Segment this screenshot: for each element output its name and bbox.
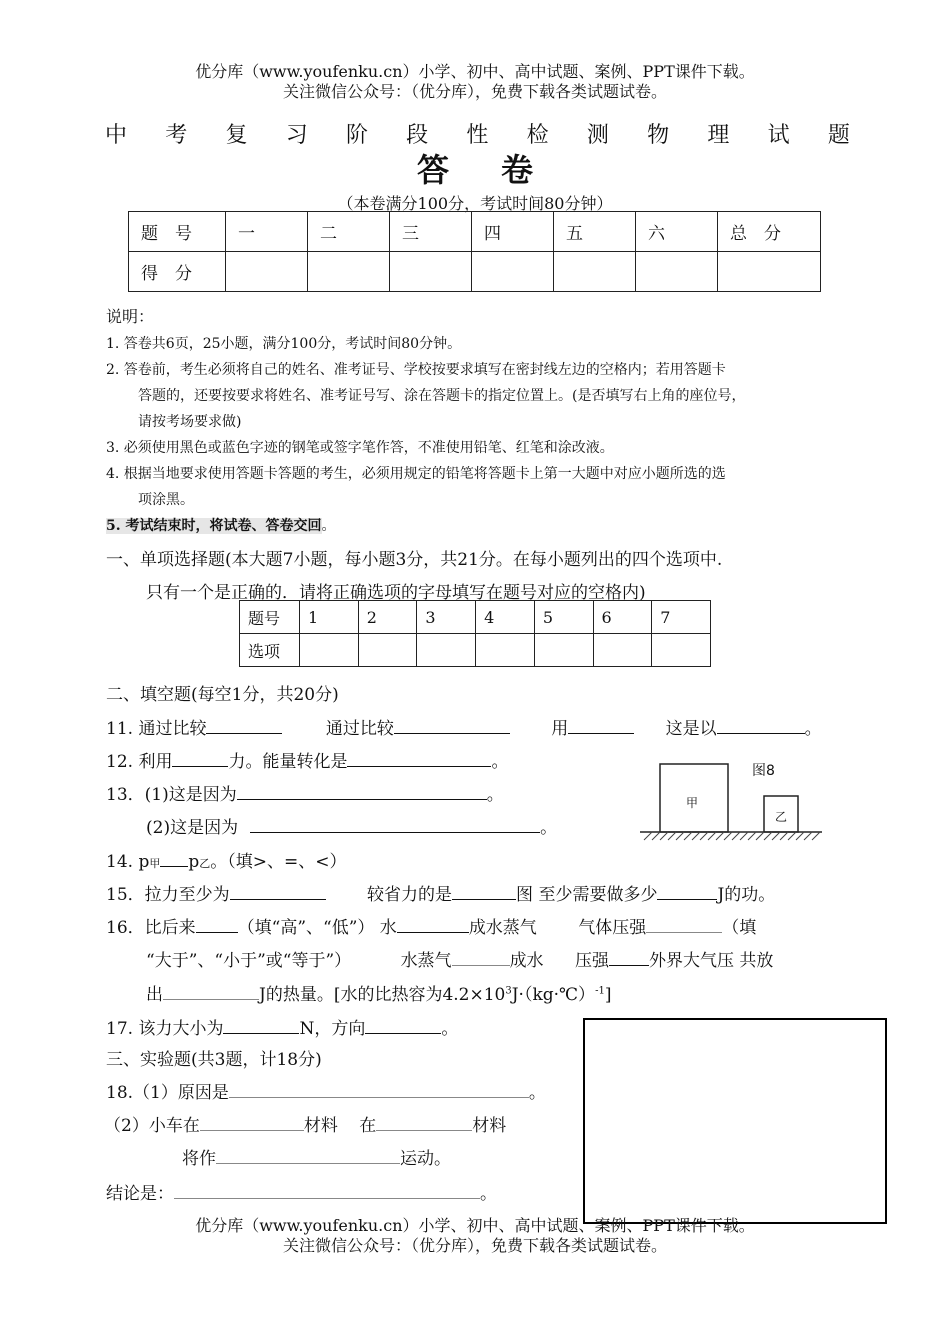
question-12 xyxy=(106,747,508,772)
table-cell: 1 xyxy=(300,601,359,634)
figure-8 xyxy=(634,758,826,858)
table-row xyxy=(129,252,821,292)
q-text: p xyxy=(188,852,200,872)
subscript: 乙 xyxy=(199,857,211,870)
q-text: （2）小车在 xyxy=(104,1116,200,1136)
q-text: 。 xyxy=(491,752,509,772)
note-item-5-text: 5. 考试结束时，将试卷、答卷交回 xyxy=(106,518,322,534)
blank[interactable] xyxy=(223,1015,299,1034)
table-cell: 2 xyxy=(358,601,417,634)
table-cell: 一 xyxy=(226,212,308,252)
section3-heading: 三、实验题(共3题，计18分) xyxy=(106,1050,322,1070)
q-text: 这是以 xyxy=(665,719,717,739)
blank[interactable] xyxy=(568,715,634,734)
answer-input-cell[interactable] xyxy=(476,634,535,667)
q-text: N，方向 xyxy=(299,1019,366,1039)
blank[interactable] xyxy=(646,914,722,933)
title-char: 习 xyxy=(285,123,308,148)
score-input-cell[interactable] xyxy=(718,252,821,292)
table-cell: 5 xyxy=(534,601,593,634)
q-text: 压强 xyxy=(574,951,609,971)
blank[interactable] xyxy=(365,1015,441,1034)
question-17 xyxy=(106,1014,458,1039)
q-text: 出 xyxy=(146,985,163,1005)
title-char: 检 xyxy=(526,123,549,148)
q-text: 水蒸气 xyxy=(400,951,452,971)
q-text: 。 xyxy=(540,818,558,838)
title-char: 测 xyxy=(586,123,609,148)
q-text: 18.（1）原因是 xyxy=(106,1083,229,1103)
question-16-a xyxy=(106,913,756,938)
table-cell: 三 xyxy=(390,212,472,252)
blank[interactable] xyxy=(347,748,491,767)
answer-input-cell[interactable] xyxy=(593,634,652,667)
blank[interactable] xyxy=(206,715,282,734)
q-text: 图 至少需要做多少 xyxy=(516,885,658,905)
note-item: 项涂黑。 xyxy=(138,492,194,508)
q-text: 结论是： xyxy=(106,1184,174,1204)
blank[interactable] xyxy=(452,881,516,900)
score-input-cell[interactable] xyxy=(554,252,636,292)
period: 。 xyxy=(321,518,336,534)
title-char: 试 xyxy=(767,123,790,148)
q-text: 气体压强 xyxy=(578,918,647,938)
q-text: 15．拉力至少为 xyxy=(106,885,230,905)
q-text: J·（kg·℃） xyxy=(511,985,596,1005)
note-item: 1. 答卷共6页，25小题，满分100分，考试时间80分钟。 xyxy=(106,336,462,352)
note-item: 3. 必须使用黑色或蓝色字迹的钢笔或签字笔作答，不准使用铅笔、红笔和涂改液。 xyxy=(106,440,614,456)
blank[interactable] xyxy=(609,947,649,966)
q-text: 。 xyxy=(480,1184,497,1204)
title-char: 复 xyxy=(225,123,248,148)
score-input-cell[interactable] xyxy=(226,252,308,292)
q-text: J的功。 xyxy=(717,885,776,905)
q-text: 17. 该力大小为 xyxy=(106,1019,224,1039)
table-cell: 题 号 xyxy=(129,212,226,252)
q-text: 11. 通过比较 xyxy=(106,719,207,739)
blank[interactable] xyxy=(216,1145,400,1164)
question-13-1 xyxy=(106,780,504,805)
drawing-answer-box[interactable] xyxy=(583,1018,887,1224)
title-char: 考 xyxy=(165,123,188,148)
answer-input-cell[interactable] xyxy=(300,634,359,667)
q-text: （填“高”、“低”） 水 xyxy=(237,918,397,938)
question-13-2 xyxy=(146,813,557,838)
note-item-5 xyxy=(106,513,336,539)
question-14 xyxy=(106,847,346,872)
blank[interactable] xyxy=(717,715,805,734)
score-input-cell[interactable] xyxy=(636,252,718,292)
blank[interactable] xyxy=(200,1112,304,1131)
table-row xyxy=(129,212,821,252)
header-line-2: 关注微信公众号：（优分库），免费下载各类试题试卷。 xyxy=(282,82,667,101)
blank[interactable] xyxy=(230,881,326,900)
question-18-1 xyxy=(106,1078,546,1103)
title-char: 段 xyxy=(406,123,429,148)
blank[interactable] xyxy=(229,1079,529,1098)
title-char: 理 xyxy=(707,123,730,148)
blank[interactable] xyxy=(196,914,238,933)
blank[interactable] xyxy=(376,1112,472,1131)
table-cell: 四 xyxy=(472,212,554,252)
q-text: 外界大气压 共放 xyxy=(648,951,774,971)
score-input-cell[interactable] xyxy=(472,252,554,292)
answer-table xyxy=(239,600,711,667)
q-text: (2)这是因为 xyxy=(146,818,239,838)
superscript: 3 xyxy=(505,985,512,997)
q-text: 较省力的是 xyxy=(367,885,453,905)
q-text: 在 xyxy=(359,1116,377,1136)
blank[interactable] xyxy=(174,1180,480,1199)
q-text: 成水蒸气 xyxy=(468,918,537,938)
title-char: 中 xyxy=(105,123,128,148)
score-input-cell[interactable] xyxy=(308,252,390,292)
blank[interactable] xyxy=(237,781,487,800)
superscript: -1 xyxy=(595,985,605,997)
table-cell: 五 xyxy=(554,212,636,252)
table-cell: 六 xyxy=(636,212,718,252)
blank[interactable] xyxy=(172,748,228,767)
q-text: 。 xyxy=(804,719,822,739)
table-row xyxy=(240,601,711,634)
section1-heading: 一、单项选择题(本大题7小题，每小题3分，共21分。在每小题列出的四个选项中. xyxy=(106,550,723,570)
q-text: 。 xyxy=(486,785,504,805)
subtitle: （本卷满分100分，考试时间80分钟） xyxy=(337,194,613,213)
blank[interactable] xyxy=(452,947,510,966)
footer-line-1: 优分库（www.youfenku.cn）小学、初中、高中试题、案例、PPT课件下载。 xyxy=(195,1216,755,1235)
blank[interactable] xyxy=(163,981,259,1000)
title-char: 阶 xyxy=(345,123,368,148)
notes-heading: 说明： xyxy=(106,307,155,326)
table-cell: 得 分 xyxy=(129,252,226,292)
figure-caption: 图8 xyxy=(752,763,775,779)
note-item: 2. 答卷前，考生必须将自己的姓名、准考证号、学校按要求填写在密封线左边的空格内；若用答题卡 xyxy=(106,362,726,378)
title-char: 物 xyxy=(647,123,670,148)
q-text: 材料 xyxy=(472,1116,507,1136)
q-text: 材料 xyxy=(303,1116,338,1136)
question-11 xyxy=(106,714,822,739)
q-text: J的热量。[水的比热容为4.2×10 xyxy=(259,985,506,1005)
q-text: 。（填>、=、<） xyxy=(210,852,347,872)
table-cell: 3 xyxy=(417,601,476,634)
q-text: 14. p xyxy=(106,852,150,872)
table-cell: 7 xyxy=(652,601,711,634)
q-text: 成水 xyxy=(509,951,544,971)
score-input-cell[interactable] xyxy=(390,252,472,292)
q-text: （填 xyxy=(722,918,757,938)
q-text: 12. 利用 xyxy=(106,752,173,772)
question-16-c xyxy=(146,980,611,1005)
blank[interactable] xyxy=(160,848,188,867)
q-text: 。 xyxy=(528,1083,546,1103)
answer-input-cell[interactable] xyxy=(358,634,417,667)
q-text: “大于”、“小于”或“等于”） xyxy=(146,951,352,971)
q-text: 运动。 xyxy=(400,1149,451,1169)
ground-hatch xyxy=(644,832,820,840)
header-line-1: 优分库（www.youfenku.cn）小学、初中、高中试题、案例、PPT课件下载。 xyxy=(195,62,755,81)
block-yi-label: 乙 xyxy=(775,810,788,824)
note-item: 4. 根据当地要求使用答题卡答题的考生，必须用规定的铅笔将答题卡上第一大题中对应小题所选的选 xyxy=(106,466,726,482)
blank[interactable] xyxy=(397,914,469,933)
block-jia-label: 甲 xyxy=(686,796,699,810)
note-item: 答题的，还要按要求将姓名、准考证号写、涂在答题卡的指定位置上。(是否填写右上角的座位号， xyxy=(138,388,746,404)
table-cell: 4 xyxy=(476,601,535,634)
question-15 xyxy=(106,880,775,905)
q-text: 。 xyxy=(441,1019,459,1039)
section2-heading: 二、填空题(每空1分，共20分) xyxy=(106,685,339,705)
answer-input-cell[interactable] xyxy=(417,634,476,667)
question-18-2 xyxy=(104,1111,506,1136)
note-item: 请按考场要求做) xyxy=(138,414,242,430)
q-text: 将作 xyxy=(182,1149,216,1169)
answer-sheet-title: 答卷 xyxy=(416,151,585,189)
table-row xyxy=(240,634,711,667)
figure-8-drawing xyxy=(634,758,826,858)
blank[interactable] xyxy=(394,715,510,734)
title-char: 题 xyxy=(827,123,850,148)
answer-input-cell[interactable] xyxy=(534,634,593,667)
blank[interactable] xyxy=(250,814,540,833)
section1-heading-2: 只有一个是正确的．请将正确选项的字母填写在题号对应的空格内) xyxy=(146,583,646,603)
blank[interactable] xyxy=(657,881,717,900)
q-text: 力。能量转化是 xyxy=(228,752,348,772)
table-cell: 总 分 xyxy=(718,212,821,252)
subscript: 甲 xyxy=(149,857,161,870)
question-16-b xyxy=(146,946,773,971)
q-text: 13．(1)这是因为 xyxy=(106,785,237,805)
conclusion xyxy=(106,1179,497,1204)
table-cell: 题号 xyxy=(240,601,300,634)
question-18-3 xyxy=(182,1144,451,1169)
q-text: 16．比后来 xyxy=(106,918,196,938)
q-text: ] xyxy=(604,985,612,1005)
q-text: 用 xyxy=(551,719,569,739)
table-cell: 6 xyxy=(593,601,652,634)
score-table xyxy=(128,211,821,292)
title-char: 性 xyxy=(466,123,489,148)
q-text: 通过比较 xyxy=(325,719,394,739)
table-cell: 选项 xyxy=(240,634,300,667)
answer-input-cell[interactable] xyxy=(652,634,711,667)
footer-line-2: 关注微信公众号：（优分库），免费下载各类试题试卷。 xyxy=(282,1236,667,1255)
table-cell: 二 xyxy=(308,212,390,252)
